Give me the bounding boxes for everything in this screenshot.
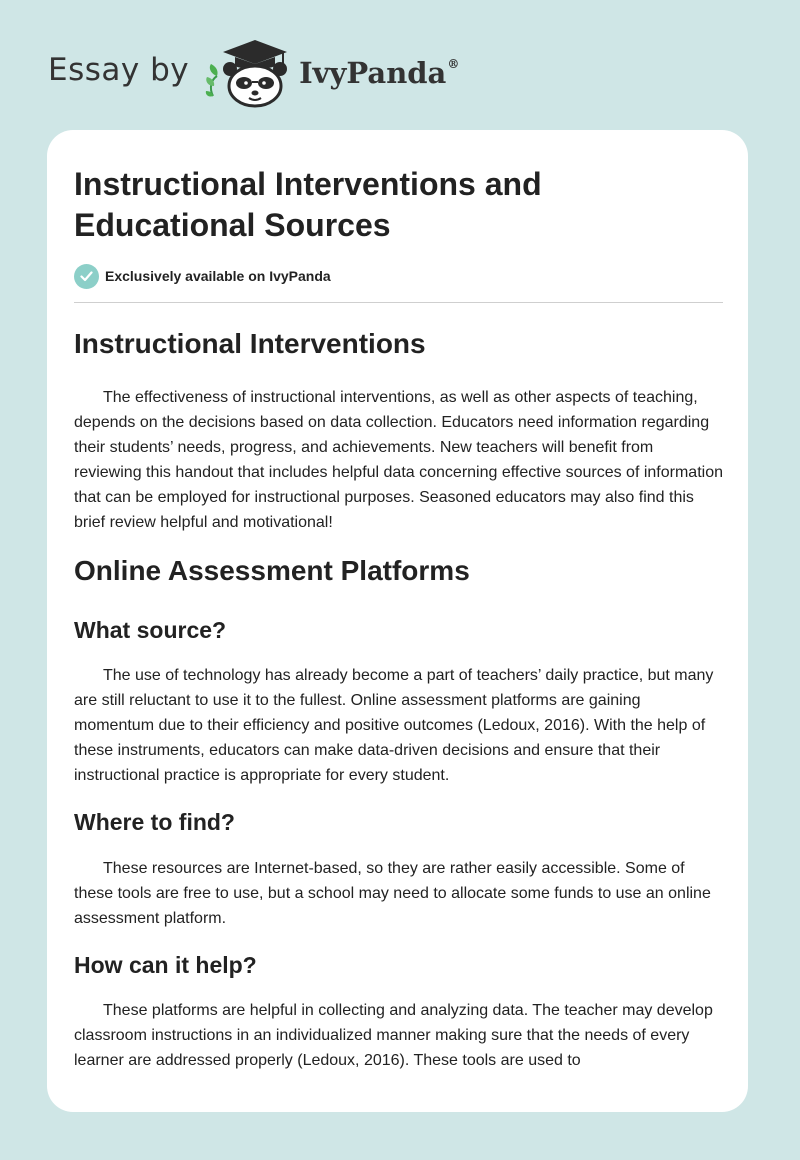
subsection-paragraph: These resources are Internet-based, so they are rather easily accessible. Some of these tools are free to use, but a school may need to allocate some funds to use an online assessment platform. xyxy=(74,860,711,927)
section-paragraph: The effectiveness of instructional interventions, as well as other aspects of teaching, depends on the decisions based on data collection. Educators need information regarding their students’ needs, progress, and achievements. New teachers will benefit from reviewing this handout that includes helpful data concerning effective sources of information that can be employed for instructional purposes. Seasoned educators may also find this brief review helpful and motivational! xyxy=(74,389,723,531)
brand-header[interactable] xyxy=(48,36,459,108)
subsection-paragraph: The use of technology has already become a part of teachers’ daily practice, but many are still reluctant to use it to the fullest. Online assessment platforms are gaining momentum due to their efficiency and positive outcomes (Ledoux, 2016). With the help of these instruments, educators can make data-driven decisions and ensure that their instructional practice is appropriate for every student. xyxy=(74,667,714,784)
brand-prefix: Essay by xyxy=(48,52,190,88)
section-heading-instructional-interventions: Instructional Interventions xyxy=(74,328,426,359)
exclusive-label: Exclusively available on IvyPanda xyxy=(105,268,331,284)
subsection-paragraph: These platforms are helpful in collecting and analyzing data. The teacher may develop classroom instructions in an individualized manner making sure that the needs of every learner are addressed properly (Ledoux, 2016). These tools are used to xyxy=(74,1002,713,1069)
brand-name xyxy=(299,56,459,90)
section-heading-online-assessment: Online Assessment Platforms xyxy=(74,555,470,586)
essay-card xyxy=(47,130,748,1112)
subsection-heading-how-can-it-help: How can it help? xyxy=(74,952,257,978)
exclusive-badge xyxy=(74,263,331,289)
check-icon xyxy=(74,264,99,289)
brand-name-text: IvyPanda xyxy=(299,56,447,90)
panda-logo-icon xyxy=(203,36,295,108)
subsection-heading-what-source: What source? xyxy=(74,617,227,643)
title-divider xyxy=(74,302,723,303)
subsection-heading-where-to-find: Where to find? xyxy=(74,809,235,835)
registered-mark: ® xyxy=(447,57,460,72)
page-title: Instructional Interventions and Educational Sources xyxy=(74,166,542,243)
